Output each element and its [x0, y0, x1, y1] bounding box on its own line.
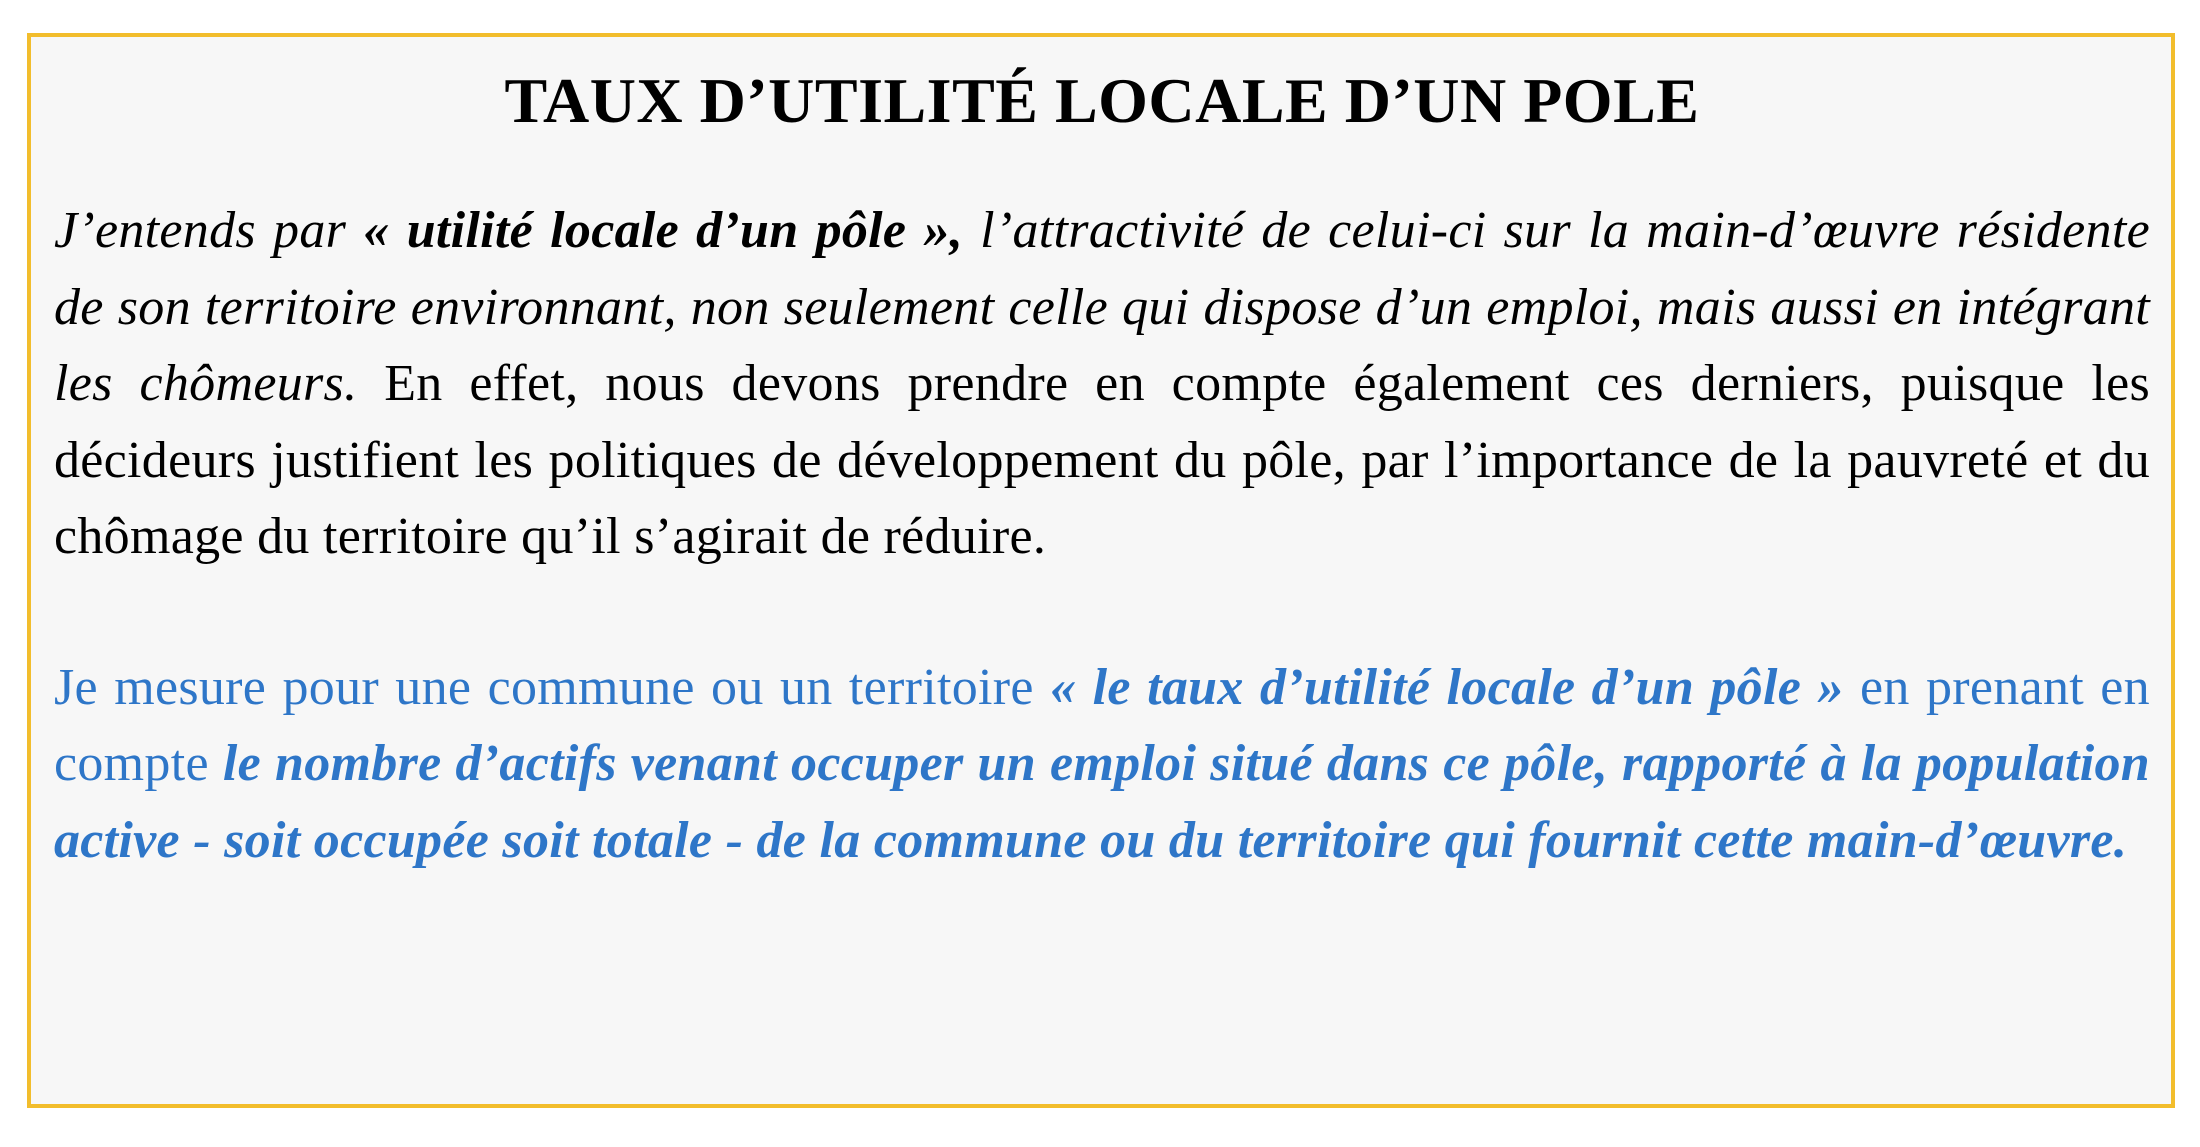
definition-paragraph: [54, 193, 2150, 576]
justification-text: En effet, nous devons prendre en compte également ces derniers, puisque les décideurs justifient les politiques de développement du pôle, par l’importance de la pauvreté et du chômage du territoire qu’il s’agirait de réduire.: [54, 355, 2150, 565]
measure-intro: Je mesure pour une commune ou un territoire: [54, 658, 1051, 716]
definition-text: l’attractivité de celui-ci sur la main-d’œuvre résidente de son territoire environnant, non seulement celle qui dispose d’un emploi, mais aussi en intégrant les chômeurs.: [54, 202, 2150, 412]
measure-paragraph: [54, 650, 2150, 880]
measure-connector: en prenant en compte: [54, 658, 2150, 792]
box-title: TAUX D’UTILITÉ LOCALE D’UN POLE: [504, 65, 1700, 136]
definition-intro: J’entends par: [54, 202, 364, 259]
definition-box: [27, 33, 2175, 1108]
measured-term: « le taux d’utilité locale d’un pôle »: [1050, 658, 1844, 716]
measure-formula: le nombre d’actifs venant occuper un emploi situé dans ce pôle, rapporté à la population active - soit occupée soit totale - de la commune ou du territoire qui fournit cette main-d’œuvre.: [54, 735, 2150, 869]
defined-term: « utilité locale d’un pôle »,: [363, 202, 964, 259]
